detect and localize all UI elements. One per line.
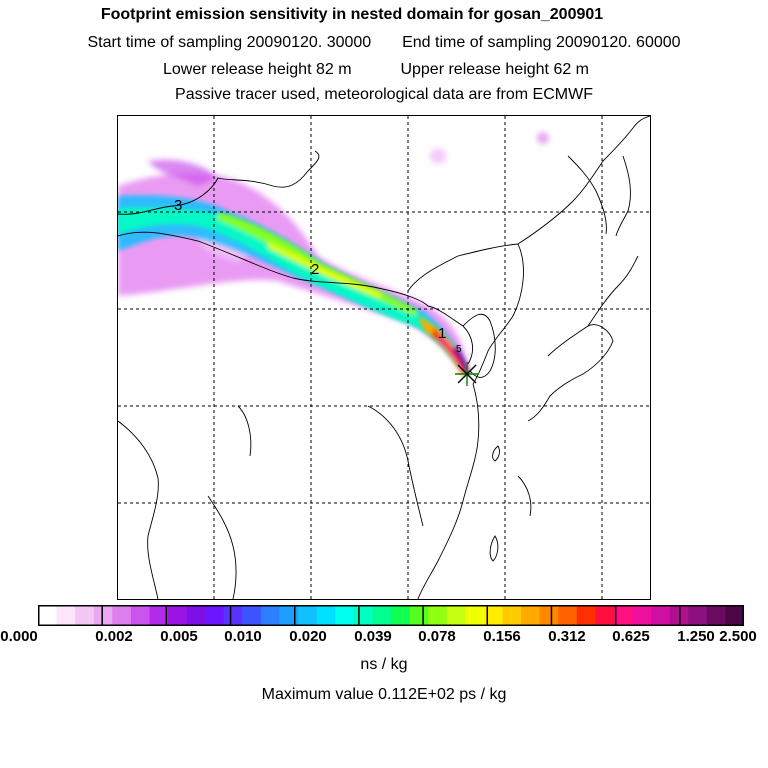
colorbar-tick-8: 0.312 <box>548 628 586 645</box>
sampling-times <box>0 34 768 52</box>
colorbar-cell <box>94 605 113 626</box>
maximum-value: Maximum value 0.112E+02 ps / kg <box>261 686 507 703</box>
colorbar-cell <box>112 605 131 626</box>
colorbar-cell <box>205 605 224 626</box>
lower-release-height: Lower release height 82 m <box>162 61 352 78</box>
colorbar-cell <box>57 605 76 626</box>
colorbar-tick-10: 1.250 <box>677 628 715 645</box>
colorbar-cell <box>75 605 94 626</box>
colorbar-unit: ns / kg <box>360 656 408 673</box>
colorbar-cell <box>280 605 299 626</box>
upper-release-height: Upper release height 62 m <box>400 61 590 78</box>
colorbar-tick-2: 0.005 <box>160 628 198 645</box>
colorbar-tick-6: 0.078 <box>418 628 456 645</box>
colorbar-tick-11: 2.500 <box>719 628 757 645</box>
colorbar-cell <box>595 605 614 626</box>
colorbar-cell <box>465 605 484 626</box>
map-canvas <box>118 116 650 599</box>
colorbar-tick-9: 0.625 <box>612 628 650 645</box>
colorbar-cell <box>707 605 726 626</box>
colorbar-cell <box>447 605 466 626</box>
colorbar-cell <box>261 605 280 626</box>
colorbar-cell <box>577 605 596 626</box>
colorbar-cell <box>317 605 336 626</box>
start-time: Start time of sampling 20090120. 30000 <box>87 34 372 51</box>
colorbar-cell <box>38 605 57 626</box>
colorbar-cell <box>224 605 243 626</box>
colorbar-cell <box>521 605 540 626</box>
tracer-note: Passive tracer used, meteorological data are from ECMWF <box>175 86 593 103</box>
colorbar-tick-4: 0.020 <box>289 628 327 645</box>
trajectory-label-2: 2 <box>311 261 320 278</box>
colorbar-cell <box>651 605 670 626</box>
receptor-star-icon <box>455 362 479 386</box>
colorbar-cell <box>131 605 150 626</box>
colorbar-cell <box>633 605 652 626</box>
colorbar-cell <box>187 605 206 626</box>
colorbar-cell <box>242 605 261 626</box>
plume-outer-halo <box>118 132 549 371</box>
colorbar-cell <box>688 605 707 626</box>
colorbar-cell <box>168 605 187 626</box>
colorbar-tick-5: 0.039 <box>354 628 392 645</box>
trajectory-label-5: 5 <box>456 344 462 355</box>
trajectory-label-1: 1 <box>438 325 447 342</box>
colorbar-cell <box>391 605 410 626</box>
colorbar <box>38 605 744 626</box>
colorbar-cell <box>335 605 354 626</box>
colorbar-cell <box>428 605 447 626</box>
colorbar-tick-1: 0.002 <box>95 628 133 645</box>
colorbar-cell <box>298 605 317 626</box>
trajectory-label-3: 3 <box>174 197 183 214</box>
colorbar-cell <box>502 605 521 626</box>
colorbar-tick-7: 0.156 <box>483 628 521 645</box>
colorbar-cell <box>558 605 577 626</box>
colorbar-cell <box>614 605 633 626</box>
end-time: End time of sampling 20090120. 60000 <box>402 34 681 51</box>
colorbar-cell <box>540 605 559 626</box>
plot-title: Footprint emission sensitivity in nested domain for gosan_200901 <box>100 6 604 23</box>
colorbar-tick-0: 0.000 <box>0 628 38 645</box>
colorbar-cell <box>372 605 391 626</box>
colorbar-cell <box>725 605 744 626</box>
footprint-map <box>117 115 651 600</box>
release-heights <box>0 61 760 79</box>
colorbar-cell <box>410 605 429 626</box>
colorbar-cell <box>354 605 373 626</box>
colorbar-tick-3: 0.010 <box>224 628 262 645</box>
